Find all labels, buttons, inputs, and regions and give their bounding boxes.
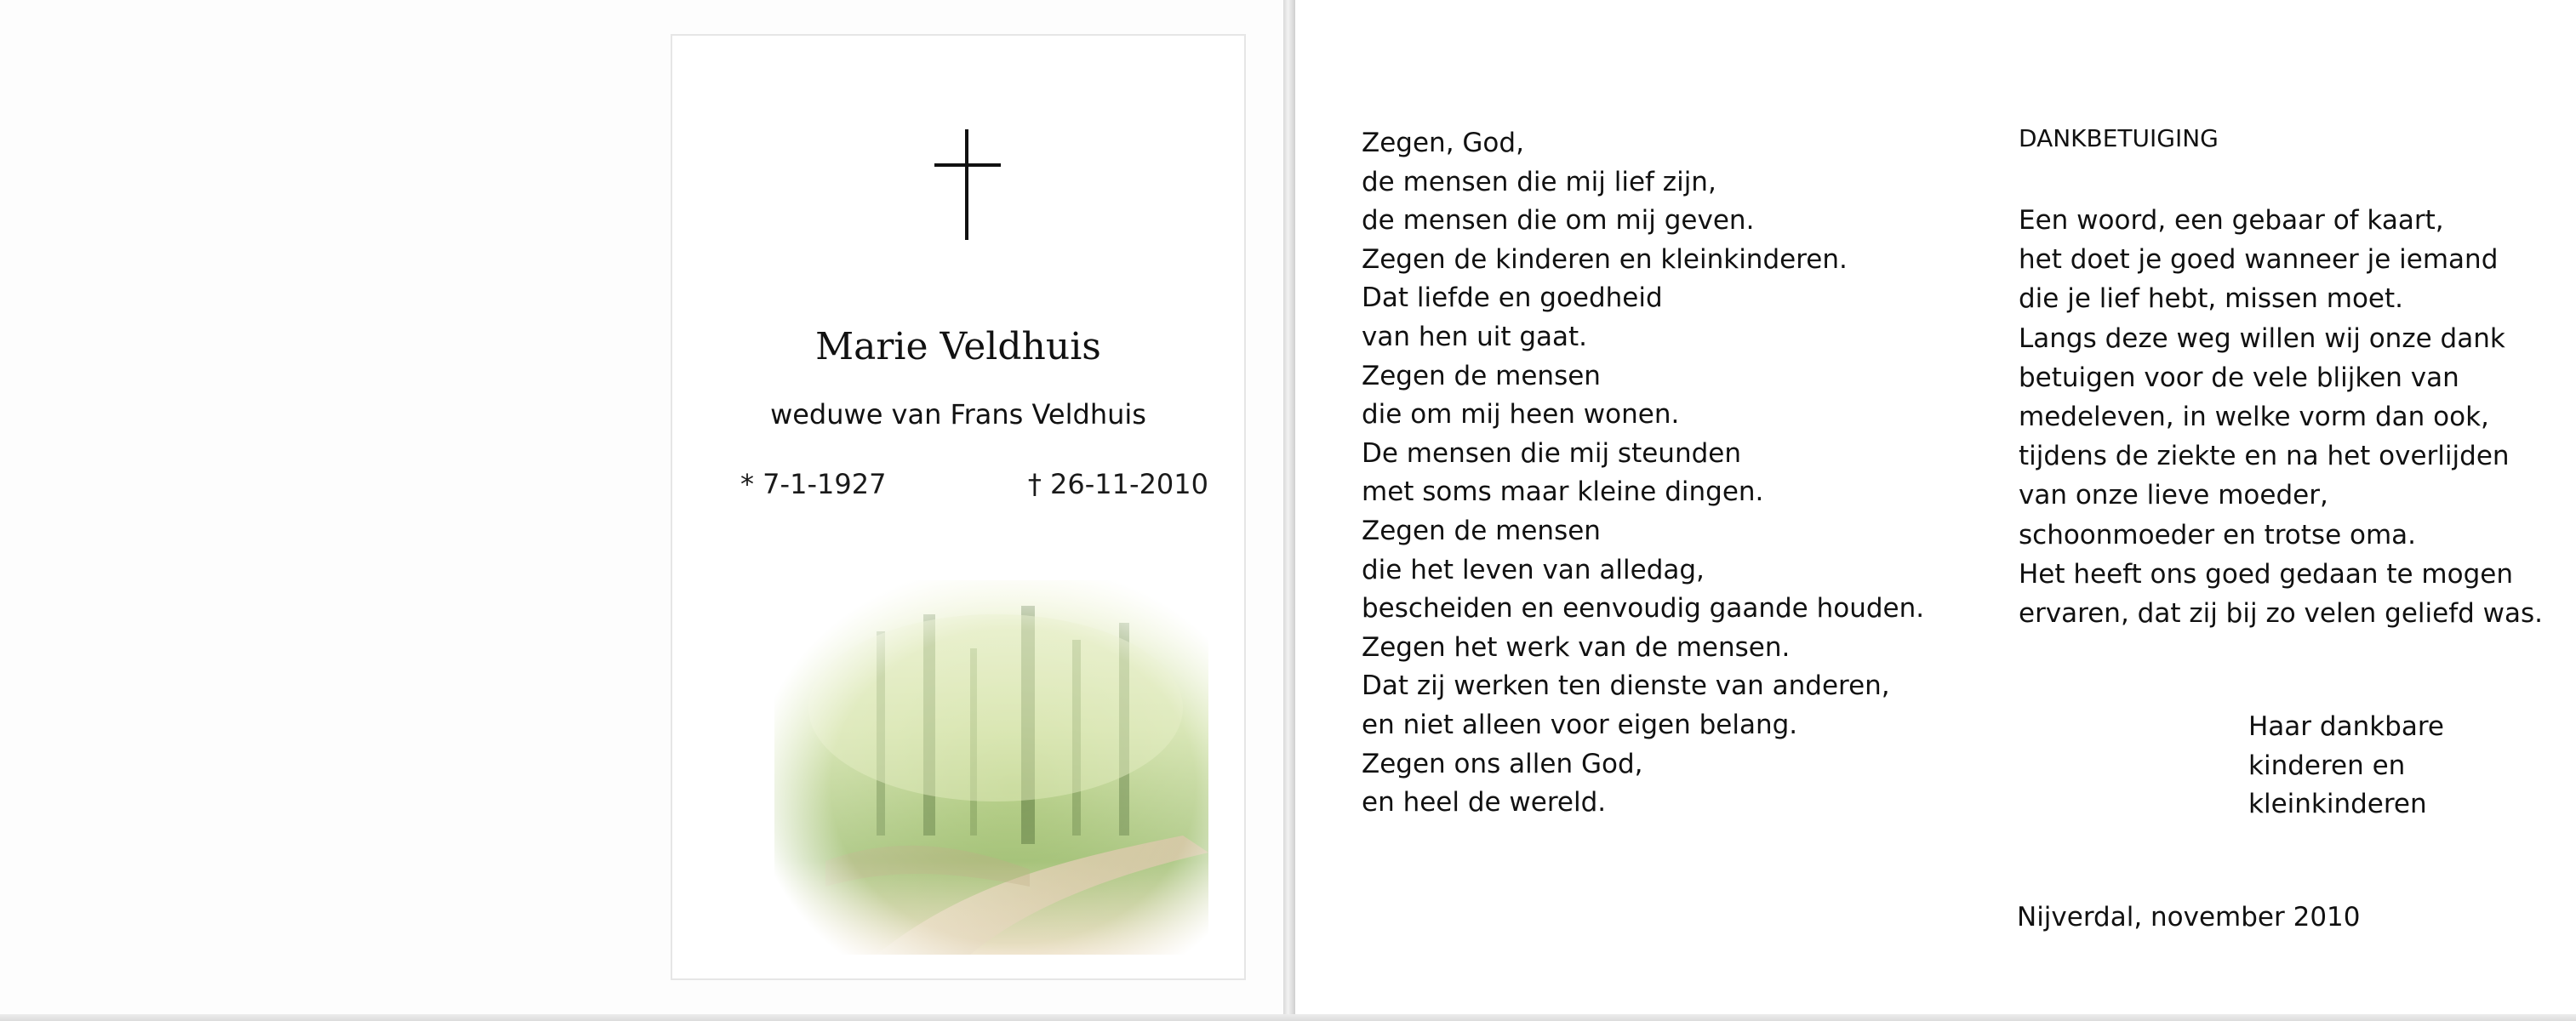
poem-line: met soms maar kleine dingen.: [1362, 476, 1764, 508]
thanks-line: ervaren, dat zij bij zo velen geliefd was.: [2019, 598, 2543, 630]
poem-line: bescheiden en eenvoudig gaande houden.: [1362, 593, 1925, 625]
bottom-edge: [0, 1014, 2576, 1021]
thanks-line: van onze lieve moeder,: [2019, 480, 2328, 511]
poem-line: van hen uit gaat.: [1362, 321, 1588, 352]
widow-of-line: weduwe van Frans Veldhuis: [770, 398, 1146, 431]
front-card: [671, 34, 1246, 980]
thanks-line: medeleven, in welke vorm dan ook,: [2019, 402, 2489, 433]
poem-line: De mensen die mij steunden: [1362, 437, 1742, 469]
thanks-line: betuigen voor de vele blijken van: [2019, 362, 2459, 393]
thanks-line: het doet je goed wanneer je iemand: [2019, 244, 2499, 276]
signature-line: Haar dankbare: [2248, 711, 2444, 742]
cross-icon: [934, 129, 1001, 240]
deceased-name: Marie Veldhuis: [815, 325, 1101, 368]
poem-line: de mensen die mij lief zijn,: [1362, 166, 1716, 197]
thanks-heading: DANKBETUIGING: [2019, 124, 2219, 152]
birth-date: * 7-1-1927: [740, 468, 887, 500]
poem-line: Zegen de kinderen en kleinkinderen.: [1362, 243, 1848, 275]
signature: [2248, 708, 2444, 824]
poem-line: Zegen het werk van de mensen.: [1362, 631, 1791, 663]
poem-line: Zegen ons allen God,: [1362, 748, 1643, 779]
poem-line: Zegen de mensen: [1362, 360, 1601, 391]
poem: [1362, 124, 1974, 823]
thanks-line: tijdens de ziekte en na het overlijden: [2019, 441, 2510, 472]
poem-line: Dat liefde en goedheid: [1362, 282, 1663, 314]
thanks-text: [2019, 201, 2563, 633]
death-date: † 26-11-2010: [1027, 468, 1208, 500]
place-date: Nijverdal, november 2010: [2017, 902, 2361, 933]
left-page: [0, 0, 1283, 1017]
thanks-line: schoonmoeder en trotse oma.: [2019, 519, 2417, 550]
thanks-line: Een woord, een gebaar of kaart,: [2019, 205, 2444, 236]
thanks-line: die je lief hebt, missen moet.: [2019, 283, 2404, 315]
poem-line: Zegen, God,: [1362, 128, 1524, 158]
poem-line: en heel de wereld.: [1362, 787, 1607, 819]
right-page: [1295, 0, 2576, 1017]
poem-line: de mensen die om mij geven.: [1362, 205, 1755, 237]
signature-line: kleinkinderen: [2248, 789, 2427, 820]
poem-line: en niet alleen voor eigen belang.: [1362, 709, 1798, 740]
poem-line: die om mij heen wonen.: [1362, 399, 1680, 431]
poem-line: Zegen de mensen: [1362, 515, 1601, 546]
poem-line: Dat zij werken ten dienste van anderen,: [1362, 670, 1890, 702]
thanks-line: Het heeft ons goed gedaan te mogen: [2019, 558, 2513, 590]
signature-line: kinderen en: [2248, 750, 2406, 781]
thanks-line: Langs deze weg willen wij onze dank: [2019, 322, 2505, 354]
center-fold: [1283, 0, 1295, 1021]
forest-path-image: [774, 580, 1208, 955]
poem-line: die het leven van alledag,: [1362, 554, 1705, 585]
